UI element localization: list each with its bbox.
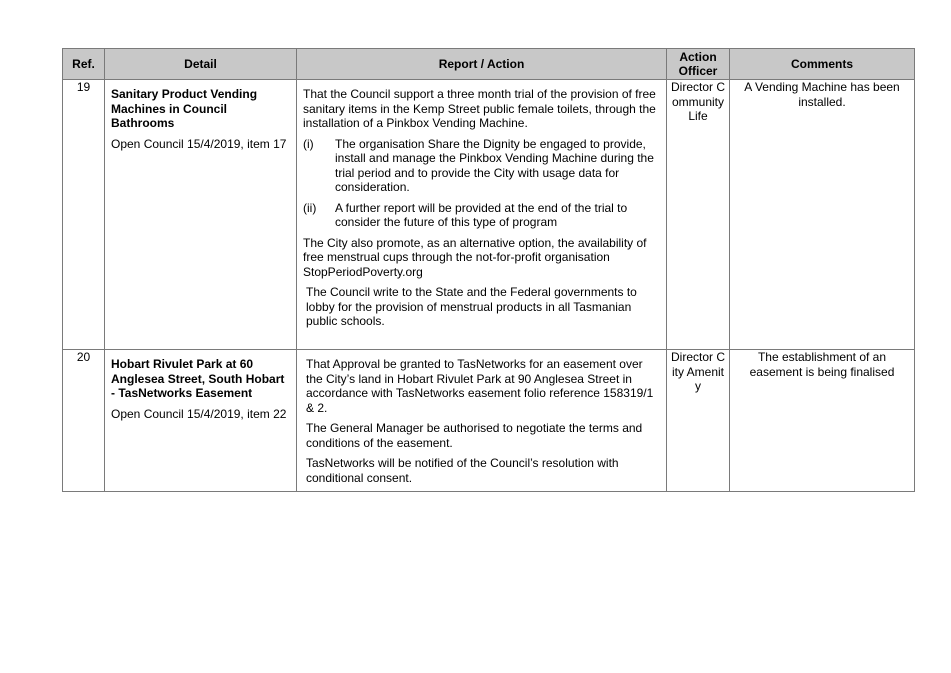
row-report-action	[297, 350, 667, 492]
list-item-number: (i)	[303, 136, 314, 151]
list-item-text: A further report will be provided at the end of the trial to consider the future of this type of program	[335, 200, 628, 229]
header-detail: Detail	[105, 49, 297, 80]
row-report-action	[297, 80, 667, 350]
header-report-action: Report / Action	[297, 49, 667, 80]
row-action-officer: Director Community Life	[667, 80, 730, 350]
row-comments: A Vending Machine has been installed.	[730, 80, 915, 350]
header-row	[63, 49, 915, 80]
council-actions-table	[62, 48, 915, 492]
row-detail	[105, 350, 297, 492]
list-item-number: (ii)	[303, 200, 317, 215]
header-ref: Ref.	[63, 49, 105, 80]
action-list-item	[303, 137, 660, 195]
table-row	[63, 350, 915, 492]
detail-title: Hobart Rivulet Park at 60 Anglesea Street, South Hobart - TasNetworks Easement	[111, 357, 285, 400]
action-paragraph: The City also promote, as an alternative option, the availability of free menstrual cups through the not-for-profit organisation StopPeriodPoverty.org	[303, 235, 647, 279]
row-comments: The establishment of an easement is being finalised	[730, 350, 915, 492]
table-row	[63, 80, 915, 350]
detail-meeting-ref: Open Council 15/4/2019, item 17	[111, 136, 287, 151]
action-paragraph: The Council write to the State and the Federal governments to lobby for the provision of menstrual products in all Tasmanian public schools.	[306, 285, 637, 328]
row-ref: 19	[63, 80, 105, 350]
header-comments: Comments	[730, 49, 915, 80]
row-detail	[105, 80, 297, 350]
row-action-officer: Director City Amenity	[667, 350, 730, 492]
table-header	[63, 49, 915, 80]
header-action-officer: Action Officer	[667, 49, 730, 80]
detail-title: Sanitary Product Vending Machines in Council Bathrooms	[111, 87, 258, 130]
action-paragraph: TasNetworks will be notified of the Council’s resolution with conditional consent.	[306, 456, 619, 485]
action-paragraph: The General Manager be authorised to negotiate the terms and conditions of the easement.	[306, 421, 643, 450]
action-paragraph: That Approval be granted to TasNetworks for an easement over the City’s land in Hobart Rivulet Park at 90 Anglesea Street in accordance with TasNetworks easement folio reference 158319/1 & 2.	[306, 357, 654, 415]
row-ref: 20	[63, 350, 105, 492]
action-paragraph: That the Council support a three month trial of the provision of free sanitary items in the Kemp Street public female toilets, through the installation of a Pinkbox Vending Machine.	[303, 87, 656, 130]
list-item-text: The organisation Share the Dignity be engaged to provide, install and manage the Pinkbox Vending Machine during the trial period and to provide the City with usage data for consideration.	[335, 136, 654, 194]
detail-meeting-ref: Open Council 15/4/2019, item 22	[111, 406, 287, 421]
action-list-item	[303, 201, 660, 230]
